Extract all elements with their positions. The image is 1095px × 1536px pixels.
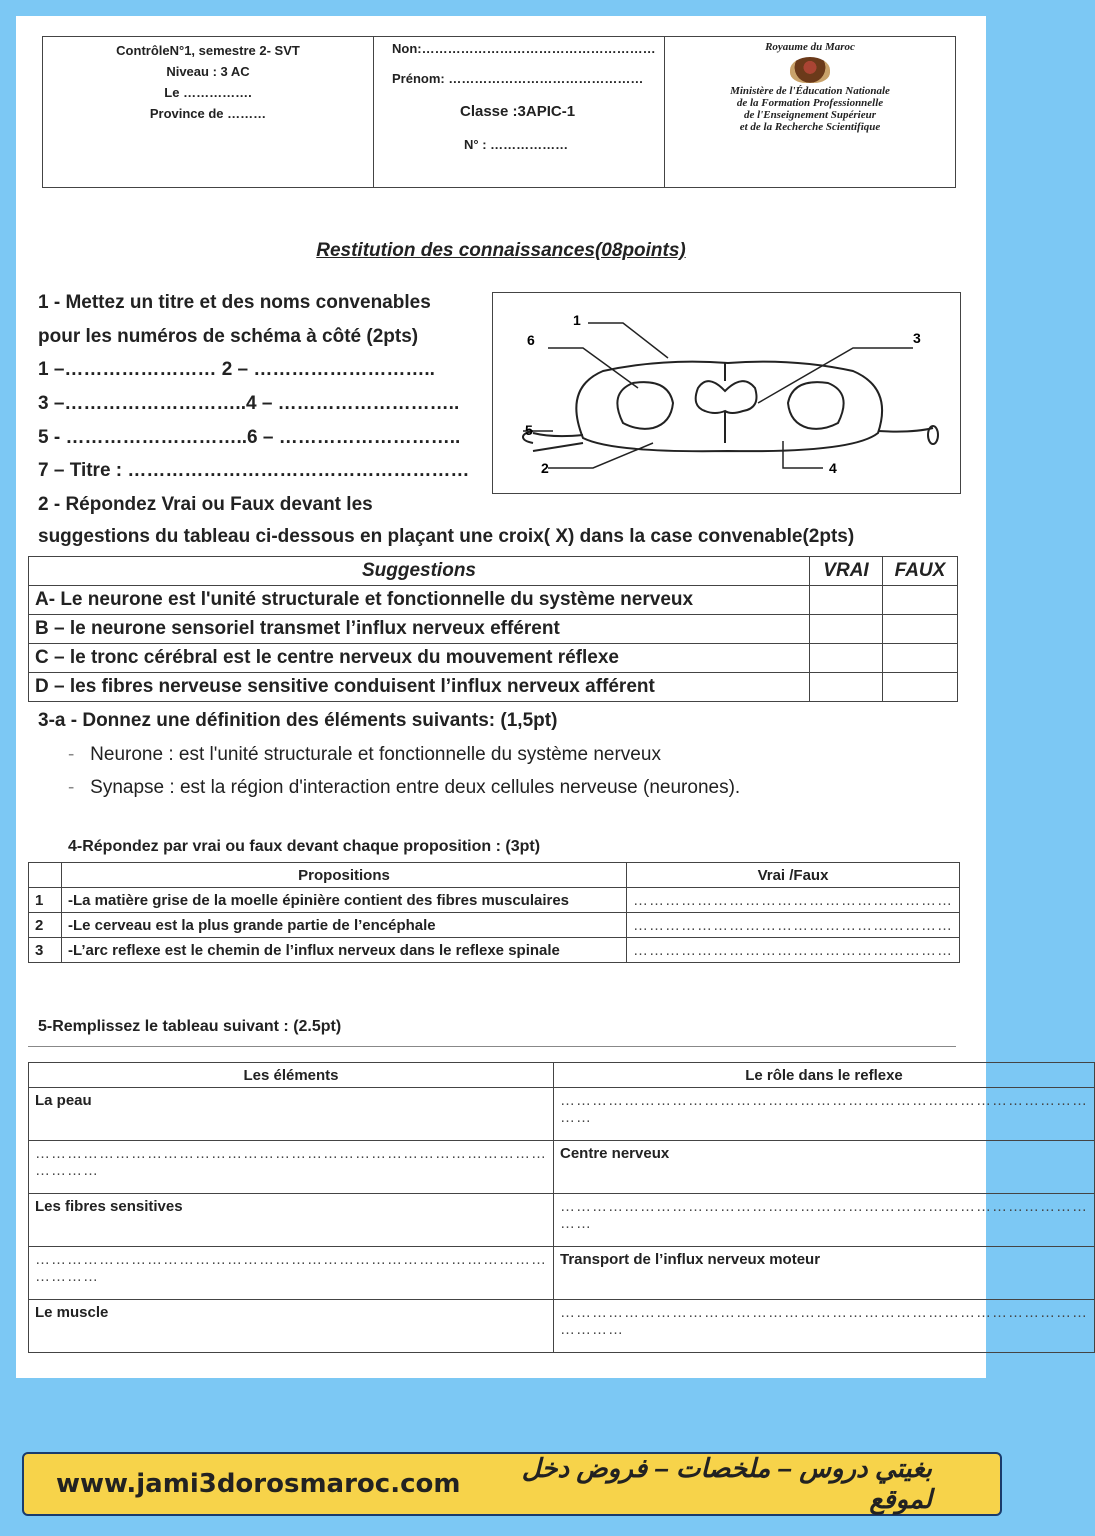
- role-cell: Transport de l’influx nerveux moteur: [554, 1247, 1095, 1300]
- table-header-row: [29, 863, 960, 888]
- col-number: [29, 863, 62, 888]
- element-cell[interactable]: …………………………………………………………………………………… …………: [29, 1247, 554, 1300]
- kingdom-text: Royaume du Maroc: [765, 41, 855, 53]
- table-row: [29, 888, 960, 913]
- table-row: [29, 1088, 1095, 1141]
- diagram-label-3: 3: [913, 330, 921, 346]
- definition-synapse: Synapse : est la région d'interaction entre deux cellules nerveuse (neurones).: [90, 777, 741, 798]
- answer-field[interactable]: ……………………………………………………: [627, 913, 960, 938]
- diagram-label-4: 4: [829, 460, 837, 476]
- table-row: [29, 673, 958, 702]
- proposition-text: -L’arc reflexe est le chemin de l’influx nerveux dans le reflexe spinale: [62, 938, 627, 963]
- province-field: Province de ………: [149, 106, 267, 121]
- table-header-row: [29, 1063, 1095, 1088]
- q5-title: 5-Remplissez le tableau suivant : (2.5pt): [38, 1018, 342, 1035]
- faux-checkbox-d[interactable]: [883, 673, 958, 702]
- reflex-elements-table: [28, 1062, 1095, 1353]
- vrai-checkbox-a[interactable]: [810, 586, 883, 615]
- exam-info-cell: [43, 37, 374, 187]
- exam-title: ContrôleN°1, semestre 2- SVT: [116, 43, 300, 58]
- suggestions-table: [28, 556, 958, 702]
- col-role: Le rôle dans le reflexe: [554, 1063, 1095, 1088]
- role-cell[interactable]: ……………………………………………………………………………………… ……: [554, 1194, 1095, 1247]
- bullet-dash: -: [68, 744, 91, 765]
- exam-header: [42, 36, 956, 188]
- site-banner[interactable]: [22, 1452, 1002, 1516]
- row-number: 3: [29, 938, 62, 963]
- table-row: [29, 1141, 1095, 1194]
- proposition-text: -La matière grise de la moelle épinière contient des fibres musculaires: [62, 888, 627, 913]
- diagram-label-1: 1: [573, 312, 581, 328]
- diagram-label-6: 6: [527, 332, 535, 348]
- role-cell[interactable]: ……………………………………………………………………………………… …………: [554, 1300, 1095, 1353]
- nom-field: Non:………………………………………………: [392, 41, 656, 56]
- q1-answer-1-2: 1 –…………………… 2 – ………………………..: [38, 359, 435, 380]
- exam-page: [16, 16, 1088, 1378]
- q1-answer-3-4: 3 –………………………..4 – ………………………..: [38, 393, 460, 414]
- spinal-cord-diagram: [492, 292, 961, 494]
- table-header-row: [29, 557, 958, 586]
- table-row: [29, 913, 960, 938]
- row-number: 2: [29, 913, 62, 938]
- col-vrai-faux: Vrai /Faux: [627, 863, 960, 888]
- faux-checkbox-b[interactable]: [883, 615, 958, 644]
- numero-field: N° : ………………: [464, 137, 569, 152]
- suggestion-c: C – le tronc cérébral est le centre nerveux du mouvement réflexe: [29, 644, 810, 673]
- prenom-field: Prénom: ………………………………………: [392, 71, 644, 86]
- col-propositions: Propositions: [62, 863, 627, 888]
- table-row: [29, 644, 958, 673]
- bullet-dash: -: [68, 777, 91, 798]
- table-row: [29, 1300, 1095, 1353]
- vrai-checkbox-b[interactable]: [810, 615, 883, 644]
- element-cell: La peau: [29, 1088, 554, 1141]
- section-title: Restitution des connaissances(08points): [316, 240, 686, 261]
- student-info-cell: [374, 37, 665, 187]
- site-url-link[interactable]: www.jami3dorosmaroc.com: [56, 1469, 461, 1499]
- role-cell[interactable]: ……………………………………………………………………………………… ……: [554, 1088, 1095, 1141]
- table-row: [29, 586, 958, 615]
- role-cell: Centre nerveux: [554, 1141, 1095, 1194]
- q2-line1: 2 - Répondez Vrai ou Faux devant les: [38, 494, 373, 515]
- classe-field: Classe :3APIC-1: [460, 103, 576, 120]
- faux-checkbox-c[interactable]: [883, 644, 958, 673]
- answer-field[interactable]: ……………………………………………………: [627, 938, 960, 963]
- ministry-cell: [665, 37, 955, 187]
- suggestion-d: D – les fibres nerveuse sensitive conduisent l’influx nerveux afférent: [29, 673, 810, 702]
- q3-title: 3-a - Donnez une définition des éléments suivants: (1,5pt): [38, 710, 558, 731]
- moroccan-seal-icon: [790, 57, 830, 83]
- col-suggestions: Suggestions: [29, 557, 810, 586]
- q3-item-1: [68, 744, 661, 766]
- suggestion-a: A- Le neurone est l'unité structurale et fonctionnelle du système nerveux: [29, 586, 810, 615]
- vrai-checkbox-d[interactable]: [810, 673, 883, 702]
- diagram-label-5: 5: [525, 422, 533, 438]
- faux-checkbox-a[interactable]: [883, 586, 958, 615]
- col-vrai: VRAI: [810, 557, 883, 586]
- row-number: 1: [29, 888, 62, 913]
- ministry-line-3: de l'Enseignement Supérieur: [743, 109, 877, 121]
- ministry-line-2: de la Formation Professionnelle: [736, 97, 884, 109]
- divider: [28, 1046, 956, 1047]
- q1-line2: pour les numéros de schéma à côté (2pts): [38, 326, 419, 347]
- proposition-text: -Le cerveau est la plus grande partie de l’encéphale: [62, 913, 627, 938]
- propositions-table: [28, 862, 960, 963]
- site-tagline: بغيتي دروس – ملخصات – فروض دخل لموقع: [521, 1453, 932, 1514]
- q1-answer-5-6: 5 - ………………………..6 – ………………………..: [38, 427, 461, 448]
- vrai-checkbox-c[interactable]: [810, 644, 883, 673]
- table-row: [29, 938, 960, 963]
- q1-line1: 1 - Mettez un titre et des noms convenables: [38, 292, 431, 313]
- table-row: [29, 1247, 1095, 1300]
- answer-field[interactable]: ……………………………………………………: [627, 888, 960, 913]
- element-cell: Le muscle: [29, 1300, 554, 1353]
- col-faux: FAUX: [883, 557, 958, 586]
- ministry-line-4: et de la Recherche Scientifique: [739, 121, 881, 133]
- col-elements: Les éléments: [29, 1063, 554, 1088]
- suggestion-b: B – le neurone sensoriel transmet l’influx nerveux efférent: [29, 615, 810, 644]
- element-cell: Les fibres sensitives: [29, 1194, 554, 1247]
- ministry-line-1: Ministère de l'Éducation Nationale: [730, 85, 890, 97]
- element-cell[interactable]: …………………………………………………………………………………… …………: [29, 1141, 554, 1194]
- q4-title: 4-Répondez par vrai ou faux devant chaque proposition : (3pt): [68, 838, 541, 855]
- spinal-cord-figure: [493, 293, 960, 493]
- q2-line2: suggestions du tableau ci-dessous en plaçant une croix( X) dans la case convenable(2pts): [38, 526, 855, 547]
- table-row: [29, 615, 958, 644]
- table-row: [29, 1194, 1095, 1247]
- definition-neurone: Neurone : est l'unité structurale et fonctionnelle du système nerveux: [90, 744, 661, 765]
- diagram-label-2: 2: [541, 460, 549, 476]
- level: Niveau : 3 AC: [166, 64, 250, 79]
- q3-item-2: [68, 777, 740, 799]
- q1-answer-title: 7 – Titre : ………………………………………………: [38, 460, 470, 481]
- date-field: Le …………….: [164, 85, 252, 100]
